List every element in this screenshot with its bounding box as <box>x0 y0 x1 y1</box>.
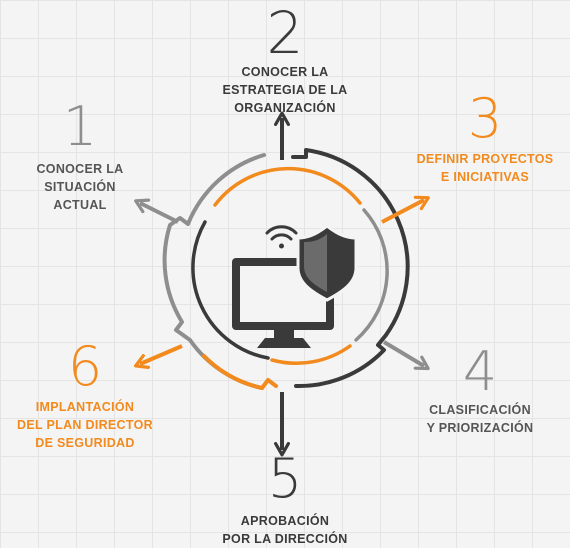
step-number: 5 <box>267 447 303 510</box>
step-label-line: SITUACIÓN <box>44 180 116 194</box>
step-label-line: IMPLANTACIÓN <box>35 400 135 414</box>
outer-ring-dark-lower <box>296 335 386 386</box>
step-6 <box>5 335 165 452</box>
step-number: 6 <box>67 335 103 398</box>
step-4 <box>400 340 560 437</box>
step-label-line: DE SEGURIDAD <box>35 436 135 450</box>
step-label-line: DEFINIR PROYECTOS <box>416 152 554 166</box>
step-2 <box>200 0 370 117</box>
step-label-line: ACTUAL <box>53 198 107 212</box>
arrow-to-step-1 <box>140 203 178 222</box>
inner-ring-orange-lower <box>272 346 350 363</box>
step-1 <box>15 95 145 214</box>
step-number: 4 <box>462 340 498 403</box>
step-label-line: ORGANIZACIÓN <box>234 101 336 115</box>
step-label-line: E INICIATIVAS <box>440 170 530 184</box>
step-3 <box>400 87 570 186</box>
step-5 <box>205 447 365 548</box>
inner-ring-orange <box>215 169 360 205</box>
step-number: 2 <box>266 0 304 67</box>
step-label-line: Y PRIORIZACIÓN <box>426 421 534 435</box>
step-label-line: ESTRATEGIA DE LA <box>222 83 348 97</box>
step-label-line: CONOCER LA <box>241 65 329 79</box>
step-label-line: POR LA DIRECCIÓN <box>222 532 348 546</box>
step-number: 3 <box>467 87 503 150</box>
step-number: 1 <box>62 95 98 158</box>
step-label-line: CLASIFICACIÓN <box>429 403 531 417</box>
outer-ring-orange <box>204 356 276 388</box>
step-label-line: APROBACIÓN <box>240 514 330 528</box>
step-label-line: DEL PLAN DIRECTOR <box>17 418 153 432</box>
step-label-line: CONOCER LA <box>36 162 124 176</box>
wifi-icon <box>267 227 296 249</box>
inner-ring-grey <box>356 210 387 340</box>
